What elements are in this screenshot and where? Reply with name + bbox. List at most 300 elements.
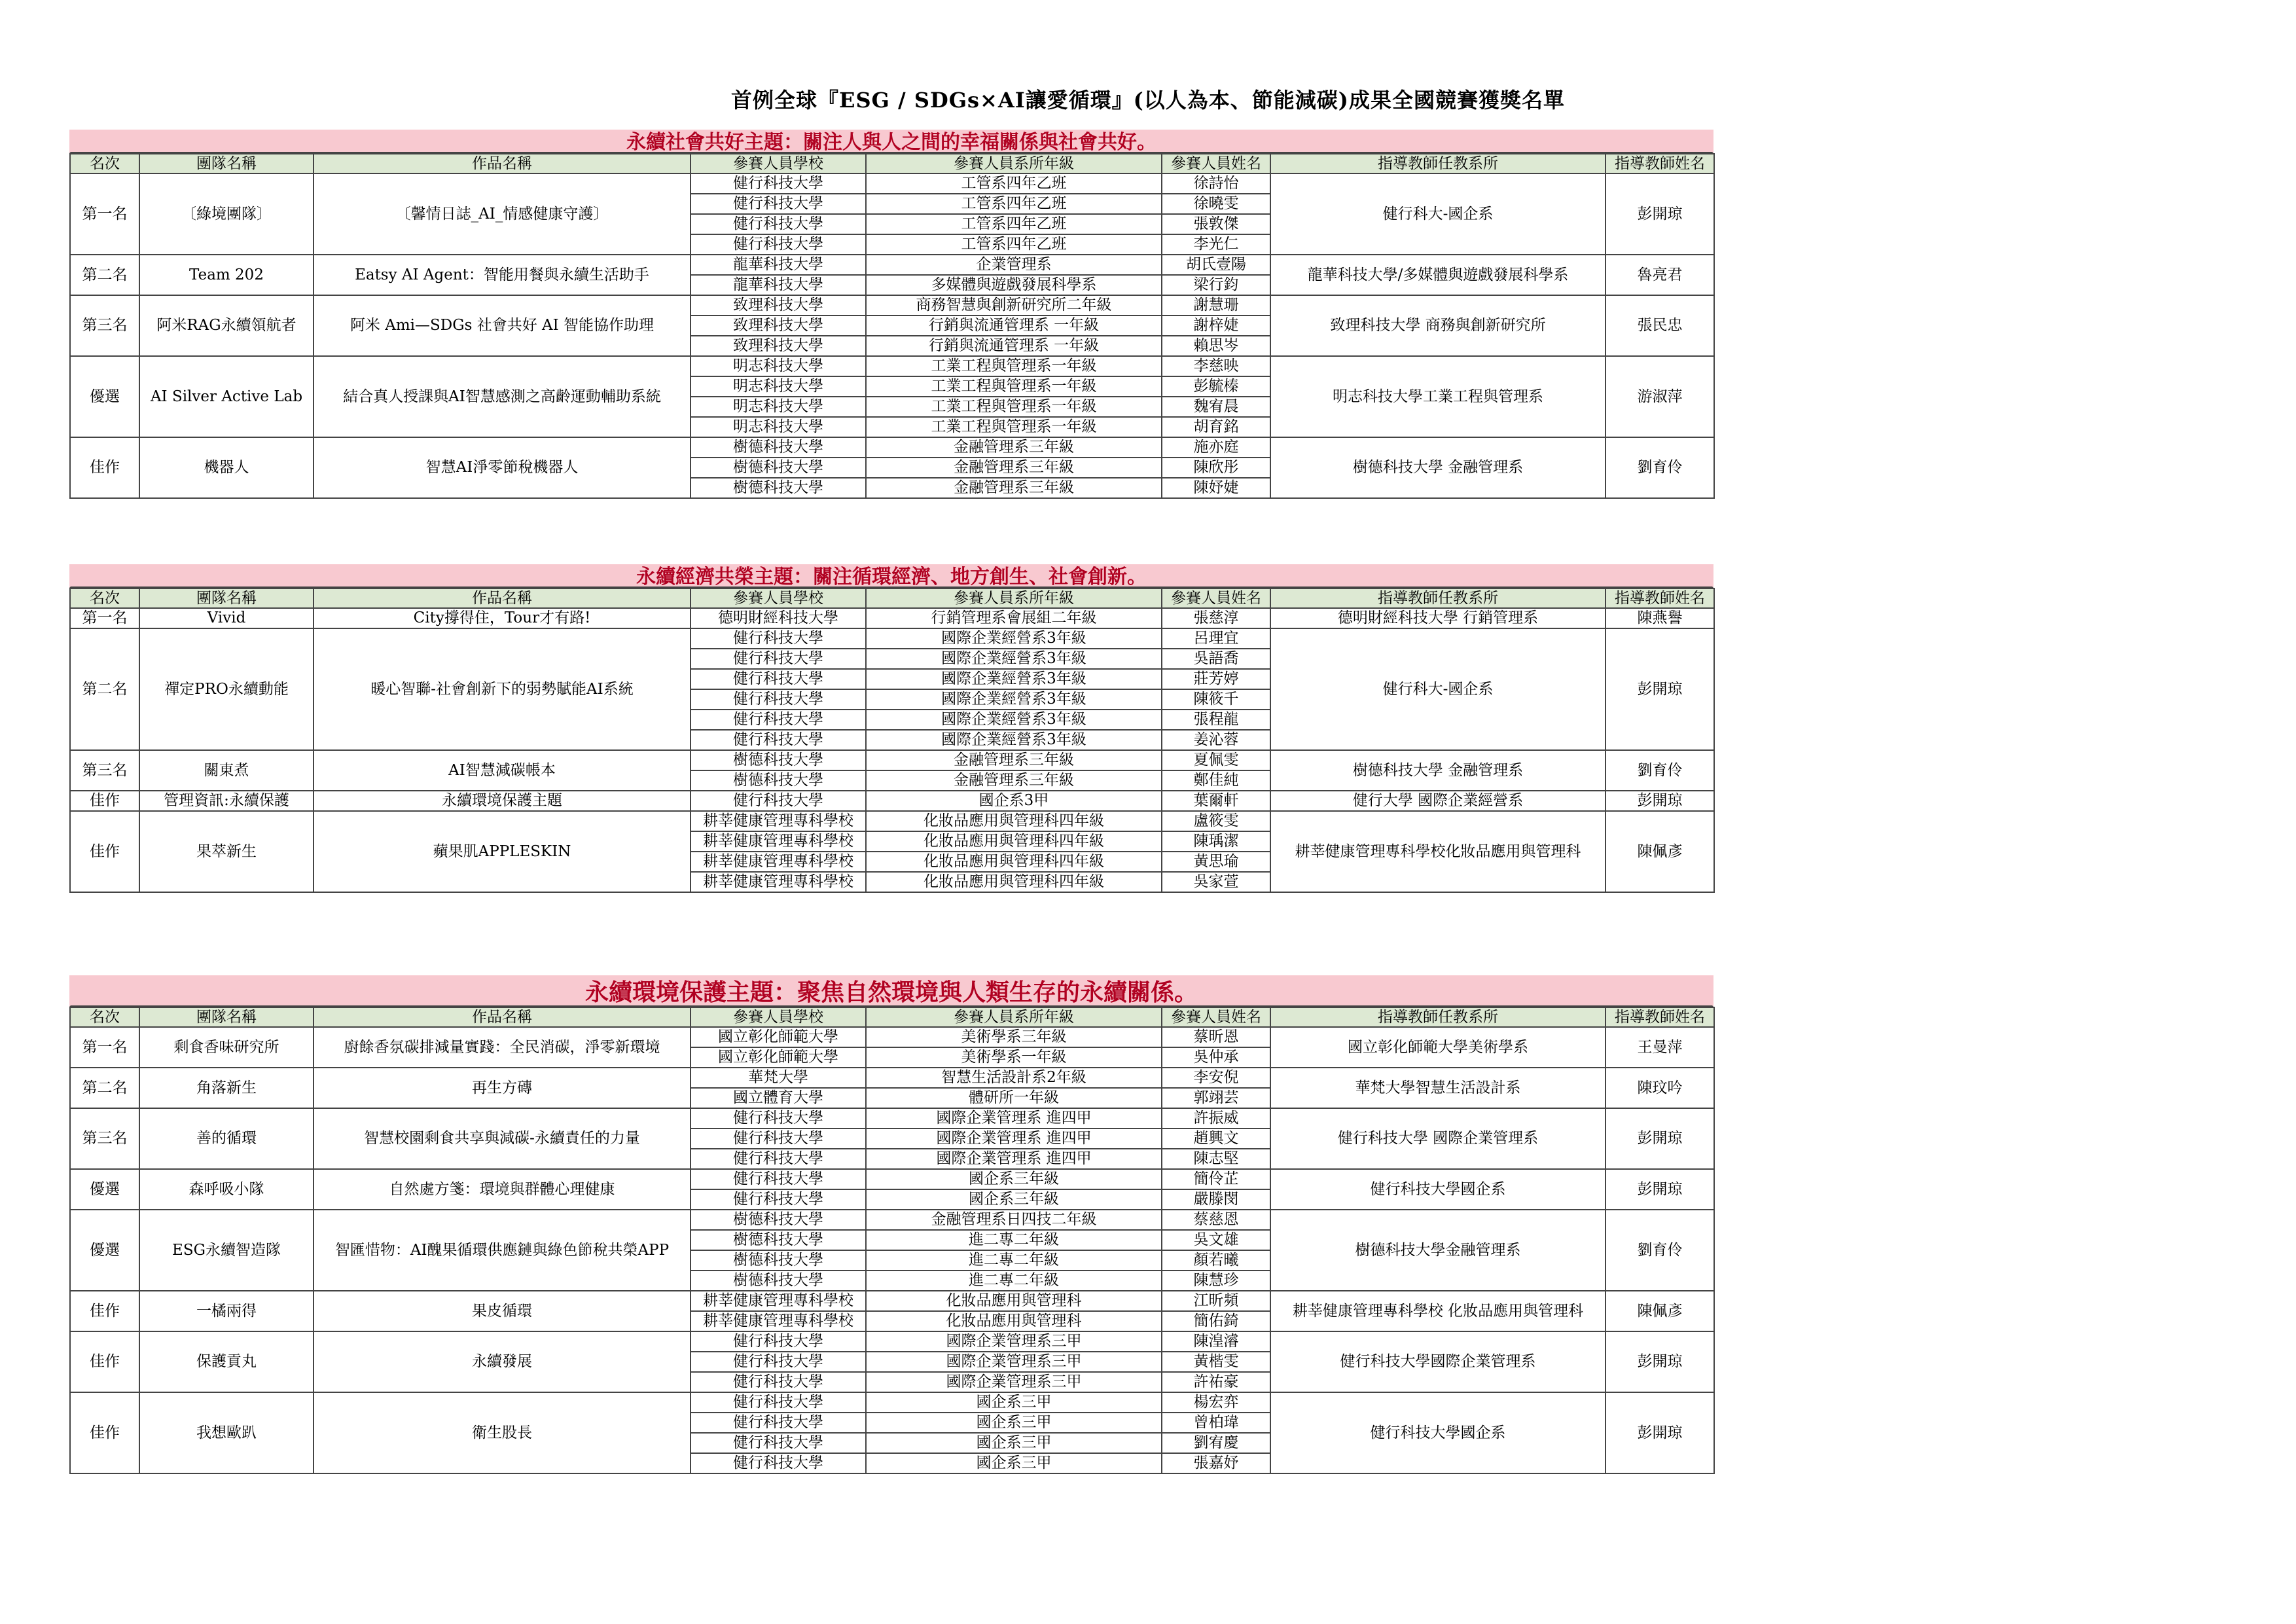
school-cell: 樹德科技大學 [691,1250,866,1271]
advisor-dept-cell: 華梵大學智慧生活設計系 [1270,1068,1605,1108]
school-cell: 明志科技大學 [691,417,866,437]
advisor-name-cell: 彭開琼 [1605,1108,1714,1169]
team-cell: 我想歐趴 [139,1392,314,1473]
school-cell: 健行科技大學 [691,234,866,255]
work-cell: 再生方磚 [314,1068,691,1108]
school-cell: 健行科技大學 [691,214,866,234]
advisor-dept-cell: 樹德科技大學 金融管理系 [1270,750,1605,791]
table-row [70,1331,1714,1352]
advisor-dept-cell: 樹德科技大學 金融管理系 [1270,437,1605,498]
member-name-cell: 徐詩怡 [1162,173,1270,194]
work-cell: 暖心智聯-社會創新下的弱勢賦能AI系統 [314,628,691,750]
rank-cell: 優選 [70,1210,139,1291]
school-cell: 健行科技大學 [691,1392,866,1413]
advisor-dept-cell: 健行科技大學國際企業管理系 [1270,1331,1605,1392]
dept-cell: 金融管理系三年級 [866,750,1162,770]
team-cell: 保護貢丸 [139,1331,314,1392]
dept-cell: 國際企業經營系3年級 [866,628,1162,649]
rank-cell: 第二名 [70,1068,139,1108]
team-cell: 善的循環 [139,1108,314,1169]
advisor-dept-cell: 耕莘健康管理專科學校 化妝品應用與管理科 [1270,1291,1605,1331]
dept-cell: 體研所一年級 [866,1088,1162,1108]
dept-cell: 美術學系三年級 [866,1027,1162,1047]
work-cell: AI智慧減碳帳本 [314,750,691,791]
table-row [70,437,1714,458]
advisor-dept-cell: 龍華科技大學/多媒體與遊戲發展科學系 [1270,255,1605,295]
dept-cell: 行銷管理系會展組二年級 [866,608,1162,628]
school-cell: 耕莘健康管理專科學校 [691,872,866,892]
member-name-cell: 謝梓婕 [1162,316,1270,336]
advisor-dept-cell: 致理科技大學 商務與創新研究所 [1270,295,1605,356]
column-header-dept: 參賽人員系所年級 [866,588,1162,608]
school-cell: 健行科技大學 [691,710,866,730]
column-header-work: 作品名稱 [314,154,691,173]
dept-cell: 國際企業管理系 進四甲 [866,1149,1162,1169]
table-row [70,1169,1714,1189]
school-cell: 健行科技大學 [691,194,866,214]
member-name-cell: 彭毓榛 [1162,376,1270,397]
dept-cell: 國企系三甲 [866,1392,1162,1413]
school-cell: 樹德科技大學 [691,478,866,498]
member-name-cell: 胡氏壹陽 [1162,255,1270,275]
section-economic [69,564,1713,893]
dept-cell: 工業工程與管理系一年級 [866,397,1162,417]
member-name-cell: 張慈淳 [1162,608,1270,628]
dept-cell: 國企系三甲 [866,1413,1162,1433]
table-row [70,608,1714,628]
column-header-team: 團隊名稱 [139,588,314,608]
column-header-name: 參賽人員姓名 [1162,588,1270,608]
dept-cell: 行銷與流通管理系 一年級 [866,336,1162,356]
dept-cell: 金融管理系三年級 [866,770,1162,791]
dept-cell: 金融管理系日四技二年級 [866,1210,1162,1230]
table-row [70,1392,1714,1413]
work-cell: 衛生股長 [314,1392,691,1473]
member-name-cell: 鄭佳純 [1162,770,1270,791]
member-name-cell: 張嘉妤 [1162,1453,1270,1473]
award-table [69,153,1715,499]
work-cell: 智慧校園剩食共享與減碳-永續責任的力量 [314,1108,691,1169]
school-cell: 國立體育大學 [691,1088,866,1108]
team-cell: 關東煮 [139,750,314,791]
table-row [70,811,1714,831]
dept-cell: 國企系三年級 [866,1189,1162,1210]
school-cell: 健行科技大學 [691,1108,866,1128]
school-cell: 樹德科技大學 [691,1271,866,1291]
dept-cell: 進二專二年級 [866,1230,1162,1250]
rank-cell: 佳作 [70,791,139,811]
advisor-dept-cell: 健行科大-國企系 [1270,628,1605,750]
dept-cell: 國際企業管理系 進四甲 [866,1108,1162,1128]
member-name-cell: 盧筱雯 [1162,811,1270,831]
dept-cell: 金融管理系三年級 [866,437,1162,458]
advisor-dept-cell: 健行科技大學國企系 [1270,1169,1605,1210]
school-cell: 明志科技大學 [691,397,866,417]
document-title [0,84,2296,114]
dept-cell: 國企系3甲 [866,791,1162,811]
dept-cell: 化妝品應用與管理科 [866,1291,1162,1311]
member-name-cell: 吳家萱 [1162,872,1270,892]
column-header-dept: 參賽人員系所年級 [866,154,1162,173]
advisor-name-cell: 劉育伶 [1605,750,1714,791]
dept-cell: 國際企業經營系3年級 [866,669,1162,689]
column-header-work: 作品名稱 [314,588,691,608]
school-cell: 健行科技大學 [691,1413,866,1433]
award-table [69,1007,1715,1474]
member-name-cell: 曾柏瑋 [1162,1413,1270,1433]
dept-cell: 行銷與流通管理系 一年級 [866,316,1162,336]
member-name-cell: 嚴滕閔 [1162,1189,1270,1210]
member-name-cell: 趙興文 [1162,1128,1270,1149]
team-cell: 阿米RAG永續領航者 [139,295,314,356]
work-cell: 智慧AI淨零節稅機器人 [314,437,691,498]
section-environment [69,975,1713,1474]
member-name-cell: 夏佩雯 [1162,750,1270,770]
work-cell: 智匯惜物：AI醜果循環供應鏈與綠色節稅共榮APP [314,1210,691,1291]
column-header-dept: 參賽人員系所年級 [866,1007,1162,1027]
dept-cell: 國際企業經營系3年級 [866,730,1162,750]
dept-cell: 金融管理系三年級 [866,478,1162,498]
advisor-name-cell: 彭開琼 [1605,173,1714,255]
school-cell: 健行科技大學 [691,689,866,710]
member-name-cell: 陳湟濬 [1162,1331,1270,1352]
dept-cell: 國際企業管理系三甲 [866,1352,1162,1372]
member-name-cell: 葉爾軒 [1162,791,1270,811]
rank-cell: 優選 [70,1169,139,1210]
work-cell: 〔馨情日誌_AI_情感健康守護〕 [314,173,691,255]
advisor-dept-cell: 健行科技大學 國際企業管理系 [1270,1108,1605,1169]
school-cell: 健行科技大學 [691,791,866,811]
school-cell: 德明財經科技大學 [691,608,866,628]
rank-cell: 第三名 [70,295,139,356]
advisor-dept-cell: 健行大學 國際企業經營系 [1270,791,1605,811]
school-cell: 耕莘健康管理專科學校 [691,852,866,872]
table-row [70,1291,1714,1311]
team-cell: 角落新生 [139,1068,314,1108]
award-table [69,588,1715,893]
member-name-cell: 張程龍 [1162,710,1270,730]
dept-cell: 國企系三年級 [866,1169,1162,1189]
dept-cell: 金融管理系三年級 [866,458,1162,478]
team-cell: 機器人 [139,437,314,498]
rank-cell: 第一名 [70,1027,139,1068]
dept-cell: 企業管理系 [866,255,1162,275]
advisor-dept-cell: 國立彰化師範大學美術學系 [1270,1027,1605,1068]
column-header-rank: 名次 [70,588,139,608]
column-header-rank: 名次 [70,1007,139,1027]
table-row [70,628,1714,649]
advisor-name-cell: 彭開琼 [1605,1331,1714,1392]
dept-cell: 國際企業管理系 進四甲 [866,1128,1162,1149]
team-cell: 果萃新生 [139,811,314,892]
school-cell: 致理科技大學 [691,336,866,356]
school-cell: 樹德科技大學 [691,1210,866,1230]
member-name-cell: 陳瑀潔 [1162,831,1270,852]
work-cell: 蘋果肌APPLESKIN [314,811,691,892]
rank-cell: 第二名 [70,255,139,295]
school-cell: 明志科技大學 [691,356,866,376]
advisor-name-cell: 魯亮君 [1605,255,1714,295]
work-cell: 阿米 Ami—SDGs 社會共好 AI 智能協作助理 [314,295,691,356]
school-cell: 致理科技大學 [691,295,866,316]
dept-cell: 美術學系一年級 [866,1047,1162,1068]
table-header-row [70,154,1714,173]
column-header-advisor-dept: 指導教師任教系所 [1270,154,1605,173]
work-cell: 結合真人授課與AI智慧感測之高齡運動輔助系統 [314,356,691,437]
advisor-name-cell: 劉育伶 [1605,1210,1714,1291]
member-name-cell: 劉宥慶 [1162,1433,1270,1453]
rank-cell: 優選 [70,356,139,437]
member-name-cell: 陳妤婕 [1162,478,1270,498]
work-cell: 永續環境保護主題 [314,791,691,811]
document-title-text: 首例全球『ESG / SDGs×AI讓愛循環』(以人為本、節能減碳)成果全國競賽獲獎名單 [731,88,1565,113]
school-cell: 龍華科技大學 [691,275,866,295]
school-cell: 健行科技大學 [691,1453,866,1473]
advisor-name-cell: 陳佩彥 [1605,1291,1714,1331]
member-name-cell: 李慈映 [1162,356,1270,376]
dept-cell: 工管系四年乙班 [866,173,1162,194]
advisor-dept-cell: 健行科大-國企系 [1270,173,1605,255]
column-header-advisor: 指導教師姓名 [1605,1007,1714,1027]
column-header-work: 作品名稱 [314,1007,691,1027]
advisor-name-cell: 陳佩彥 [1605,811,1714,892]
dept-cell: 多媒體與遊戲發展科學系 [866,275,1162,295]
dept-cell: 國際企業經營系3年級 [866,649,1162,669]
dept-cell: 國企系三甲 [866,1433,1162,1453]
rank-cell: 第二名 [70,628,139,750]
column-header-rank: 名次 [70,154,139,173]
advisor-dept-cell: 德明財經科技大學 行銷管理系 [1270,608,1605,628]
work-cell: Eatsy AI Agent：智能用餐與永續生活助手 [314,255,691,295]
member-name-cell: 徐曉雯 [1162,194,1270,214]
table-row [70,173,1714,194]
school-cell: 健行科技大學 [691,669,866,689]
advisor-name-cell: 張民忠 [1605,295,1714,356]
table-header-row [70,588,1714,608]
team-cell: 禪定PRO永續動能 [139,628,314,750]
column-header-advisor-dept: 指導教師任教系所 [1270,1007,1605,1027]
member-name-cell: 李光仁 [1162,234,1270,255]
school-cell: 龍華科技大學 [691,255,866,275]
rank-cell: 佳作 [70,1392,139,1473]
dept-cell: 化妝品應用與管理科四年級 [866,831,1162,852]
rank-cell: 佳作 [70,437,139,498]
school-cell: 樹德科技大學 [691,1230,866,1250]
member-name-cell: 呂理宜 [1162,628,1270,649]
school-cell: 健行科技大學 [691,730,866,750]
school-cell: 健行科技大學 [691,1149,866,1169]
member-name-cell: 莊芳婷 [1162,669,1270,689]
table-row [70,1068,1714,1088]
advisor-name-cell: 劉育伶 [1605,437,1714,498]
member-name-cell: 楊宏弈 [1162,1392,1270,1413]
table-header-row [70,1007,1714,1027]
team-cell: 森呼吸小隊 [139,1169,314,1210]
dept-cell: 工管系四年乙班 [866,194,1162,214]
column-header-advisor-dept: 指導教師任教系所 [1270,588,1605,608]
advisor-name-cell: 陳玟吟 [1605,1068,1714,1108]
team-cell: 一橘兩得 [139,1291,314,1331]
rank-cell: 佳作 [70,1331,139,1392]
dept-cell: 工業工程與管理系一年級 [866,376,1162,397]
section-banner: 永續環境保護主題：聚焦自然環境與人類生存的永續關係。 [69,975,1713,1007]
member-name-cell: 蔡昕恩 [1162,1027,1270,1047]
member-name-cell: 魏宥晨 [1162,397,1270,417]
table-row [70,356,1714,376]
school-cell: 健行科技大學 [691,1433,866,1453]
advisor-name-cell: 彭開琼 [1605,1392,1714,1473]
dept-cell: 化妝品應用與管理科四年級 [866,872,1162,892]
member-name-cell: 顏若曦 [1162,1250,1270,1271]
section-social [69,130,1713,499]
column-header-team: 團隊名稱 [139,154,314,173]
member-name-cell: 陳欣彤 [1162,458,1270,478]
school-cell: 樹德科技大學 [691,458,866,478]
rank-cell: 第三名 [70,750,139,791]
advisor-name-cell: 王曼萍 [1605,1027,1714,1068]
member-name-cell: 李安倪 [1162,1068,1270,1088]
dept-cell: 國際企業經營系3年級 [866,689,1162,710]
school-cell: 健行科技大學 [691,1372,866,1392]
advisor-name-cell: 彭開琼 [1605,628,1714,750]
school-cell: 健行科技大學 [691,1128,866,1149]
table-row [70,791,1714,811]
dept-cell: 國企系三甲 [866,1453,1162,1473]
member-name-cell: 張敦傑 [1162,214,1270,234]
member-name-cell: 吳文雄 [1162,1230,1270,1250]
member-name-cell: 黃楷雯 [1162,1352,1270,1372]
advisor-name-cell: 彭開琼 [1605,1169,1714,1210]
section-banner: 永續經濟共榮主題：關注循環經濟、地方創生、社會創新。 [69,564,1713,588]
table-row [70,255,1714,275]
column-header-school: 參賽人員學校 [691,588,866,608]
school-cell: 健行科技大學 [691,1352,866,1372]
dept-cell: 國際企業管理系三甲 [866,1331,1162,1352]
school-cell: 健行科技大學 [691,628,866,649]
member-name-cell: 陳慧珍 [1162,1271,1270,1291]
member-name-cell: 黃思瑜 [1162,852,1270,872]
school-cell: 健行科技大學 [691,649,866,669]
column-header-school: 參賽人員學校 [691,154,866,173]
member-name-cell: 施亦庭 [1162,437,1270,458]
work-cell: 廚餘香氛碳排減量實踐：全民消碳，淨零新環境 [314,1027,691,1068]
work-cell: 果皮循環 [314,1291,691,1331]
school-cell: 樹德科技大學 [691,437,866,458]
school-cell: 耕莘健康管理專科學校 [691,1311,866,1331]
column-header-advisor: 指導教師姓名 [1605,588,1714,608]
school-cell: 耕莘健康管理專科學校 [691,831,866,852]
table-row [70,1210,1714,1230]
school-cell: 耕莘健康管理專科學校 [691,1291,866,1311]
school-cell: 健行科技大學 [691,1169,866,1189]
column-header-team: 團隊名稱 [139,1007,314,1027]
table-row [70,1027,1714,1047]
member-name-cell: 簡佑錡 [1162,1311,1270,1331]
column-header-advisor: 指導教師姓名 [1605,154,1714,173]
advisor-dept-cell: 明志科技大學工業工程與管理系 [1270,356,1605,437]
rank-cell: 佳作 [70,1291,139,1331]
school-cell: 明志科技大學 [691,376,866,397]
school-cell: 國立彰化師範大學 [691,1027,866,1047]
advisor-dept-cell: 健行科技大學國企系 [1270,1392,1605,1473]
team-cell: Team 202 [139,255,314,295]
dept-cell: 工業工程與管理系一年級 [866,356,1162,376]
table-row [70,295,1714,316]
member-name-cell: 梁行鈞 [1162,275,1270,295]
member-name-cell: 郭翊芸 [1162,1088,1270,1108]
team-cell: 管理資訊:永續保護 [139,791,314,811]
school-cell: 健行科技大學 [691,1189,866,1210]
table-row [70,750,1714,770]
school-cell: 樹德科技大學 [691,770,866,791]
team-cell: Vivid [139,608,314,628]
school-cell: 國立彰化師範大學 [691,1047,866,1068]
dept-cell: 工管系四年乙班 [866,214,1162,234]
dept-cell: 化妝品應用與管理科四年級 [866,811,1162,831]
member-name-cell: 姜沁蓉 [1162,730,1270,750]
member-name-cell: 吳語喬 [1162,649,1270,669]
team-cell: AI Silver Active Lab [139,356,314,437]
work-cell: City撐得住，Tour才有路! [314,608,691,628]
team-cell: 剩食香味研究所 [139,1027,314,1068]
school-cell: 耕莘健康管理專科學校 [691,811,866,831]
rank-cell: 第一名 [70,608,139,628]
section-banner: 永續社會共好主題：關注人與人之間的幸福關係與社會共好。 [69,130,1713,153]
member-name-cell: 吳仲承 [1162,1047,1270,1068]
advisor-dept-cell: 樹德科技大學金融管理系 [1270,1210,1605,1291]
column-header-school: 參賽人員學校 [691,1007,866,1027]
advisor-name-cell: 彭開琼 [1605,791,1714,811]
member-name-cell: 蔡慈恩 [1162,1210,1270,1230]
column-header-name: 參賽人員姓名 [1162,1007,1270,1027]
team-cell: 〔綠境團隊〕 [139,173,314,255]
dept-cell: 工業工程與管理系一年級 [866,417,1162,437]
rank-cell: 第一名 [70,173,139,255]
dept-cell: 進二專二年級 [866,1250,1162,1271]
member-name-cell: 陳志堅 [1162,1149,1270,1169]
school-cell: 健行科技大學 [691,1331,866,1352]
member-name-cell: 簡伶芷 [1162,1169,1270,1189]
team-cell: ESG永續智造隊 [139,1210,314,1291]
dept-cell: 智慧生活設計系2年級 [866,1068,1162,1088]
column-header-name: 參賽人員姓名 [1162,154,1270,173]
member-name-cell: 許祐豪 [1162,1372,1270,1392]
member-name-cell: 陳筱千 [1162,689,1270,710]
dept-cell: 工管系四年乙班 [866,234,1162,255]
work-cell: 永續發展 [314,1331,691,1392]
dept-cell: 化妝品應用與管理科 [866,1311,1162,1331]
dept-cell: 商務智慧與創新研究所二年級 [866,295,1162,316]
advisor-name-cell: 游淑萍 [1605,356,1714,437]
member-name-cell: 賴思岑 [1162,336,1270,356]
dept-cell: 國際企業管理系三甲 [866,1372,1162,1392]
table-row [70,1108,1714,1128]
advisor-dept-cell: 耕莘健康管理專科學校化妝品應用與管理科 [1270,811,1605,892]
school-cell: 致理科技大學 [691,316,866,336]
work-cell: 自然處方箋：環境與群體心理健康 [314,1169,691,1210]
school-cell: 樹德科技大學 [691,750,866,770]
member-name-cell: 胡育銘 [1162,417,1270,437]
school-cell: 健行科技大學 [691,173,866,194]
dept-cell: 進二專二年級 [866,1271,1162,1291]
member-name-cell: 許振威 [1162,1108,1270,1128]
rank-cell: 佳作 [70,811,139,892]
dept-cell: 國際企業經營系3年級 [866,710,1162,730]
member-name-cell: 江昕頻 [1162,1291,1270,1311]
member-name-cell: 謝慧珊 [1162,295,1270,316]
school-cell: 華梵大學 [691,1068,866,1088]
dept-cell: 化妝品應用與管理科四年級 [866,852,1162,872]
